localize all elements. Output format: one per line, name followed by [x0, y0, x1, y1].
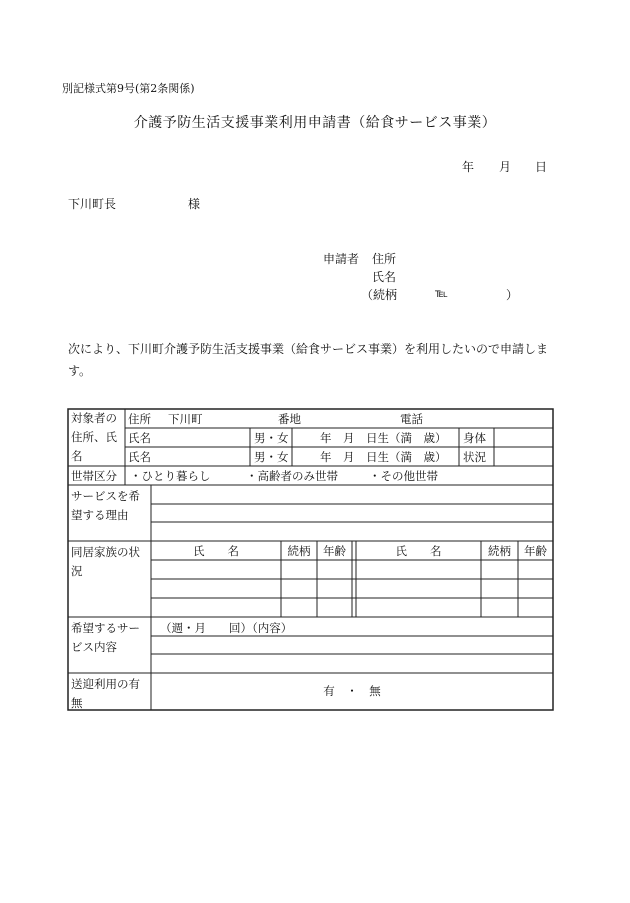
family-name-header-2: 氏 名	[395, 544, 442, 558]
applicant-tel-label: ℡	[435, 286, 448, 300]
date-day-label: 日	[535, 160, 548, 174]
town-name: 下川町	[168, 412, 203, 426]
reason-label: サービスを希望する理由	[71, 489, 140, 522]
birth-1: 年 月 日生（満 歳）	[320, 431, 447, 445]
birth-2: 年 月 日生（満 歳）	[320, 450, 447, 464]
applicant-close-paren: ）	[506, 288, 519, 302]
date-year-label: 年	[462, 160, 475, 174]
status-label: 状況	[463, 450, 486, 464]
applicant-address-label: 住所	[372, 252, 397, 266]
desired-frequency: （週・月 回）（内容）	[160, 621, 293, 635]
sex-1: 男・女	[254, 431, 289, 445]
banchi-label: 番地	[278, 412, 301, 426]
family-name-header-1: 氏 名	[193, 544, 239, 558]
household-option-other: ・その他世帯	[369, 469, 438, 483]
household-option-alone: ・ひとり暮らし	[130, 469, 211, 483]
applicant-name-label: 氏名	[372, 270, 397, 284]
form-number: 別記様式第9号(第2条関係)	[62, 82, 195, 95]
family-relation-header-2: 続柄	[488, 544, 511, 558]
transport-label: 送迎利用の有無	[71, 677, 140, 710]
desired-service-label: 希望するサービス内容	[71, 621, 140, 654]
transport-choice: 有 ・ 無	[323, 684, 381, 698]
family-label: 同居家族の状況	[71, 545, 140, 578]
sex-2: 男・女	[254, 450, 289, 464]
name-label-1: 氏名	[128, 431, 151, 445]
household-label: 世帯区分	[71, 469, 117, 483]
household-option-elderly: ・高齢者のみ世帯	[246, 469, 338, 483]
date-month-label: 月	[499, 160, 512, 174]
phone-label: 電話	[400, 412, 423, 426]
name-label-2: 氏名	[128, 450, 151, 464]
addressee-name: 下川町長	[68, 197, 117, 211]
form-title: 介護予防生活支援事業利用申請書（給食サービス事業）	[133, 115, 497, 131]
target-person-label: 対象者の住所、氏名	[71, 411, 117, 463]
family-age-header-2: 年齢	[524, 544, 547, 558]
addressee-honorific: 様	[188, 197, 201, 211]
family-relation-header-1: 続柄	[287, 544, 311, 558]
applicant-relation-label: （続柄	[361, 288, 398, 302]
applicant-label: 申請者	[323, 252, 360, 266]
family-age-header-1: 年齢	[323, 544, 346, 558]
address-label: 住所	[128, 412, 151, 426]
body-label: 身体	[463, 431, 486, 445]
application-statement: 次により、下川町介護予防生活支援事業（給食サービス事業）を利用したいので申請します。	[68, 342, 549, 378]
